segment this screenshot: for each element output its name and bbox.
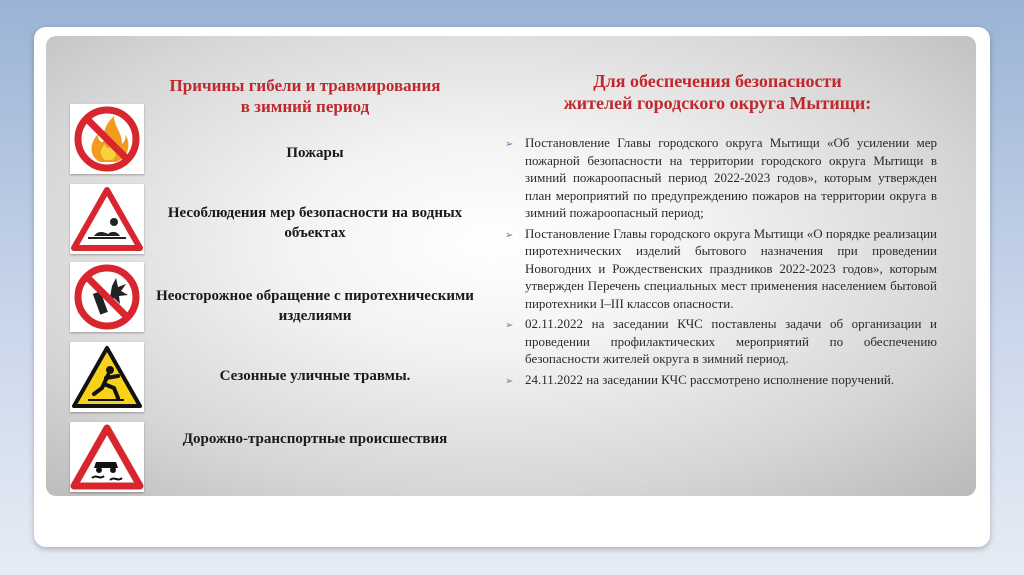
arrow-bullet-icon: ➢ (505, 139, 514, 150)
cause-pyrotechnics: Неосторожное обращение с пиротехническими изделиями (156, 288, 474, 324)
arrow-bullet-icon: ➢ (505, 229, 514, 241)
measures-title (520, 70, 915, 114)
slippery-road-icon (70, 422, 144, 492)
list-item: ➢ Постановление Главы городского округа Мытищи «Об усилении мер пожарной безопасности на территории городского округа Мытищи в зимний пожароопасный период 2022-2023 годов», которым утвержден план мероприятий по предупреждению пожаров на территории округа в зимний пожароопасный период; (505, 135, 937, 220)
causes-title-text: Причины гибели и травмирования в зимний период (169, 76, 441, 116)
measures-title-text: Для обеспечения безопасности жителей городского округа Мытищи: (563, 71, 872, 113)
no-ice-walking-icon (70, 184, 144, 254)
cause-street-injuries: Сезонные уличные травмы. (219, 368, 411, 384)
cause-water: Несоблюдения мер безопасности на водных объектах (167, 205, 463, 241)
arrow-bullet-icon: ➢ (505, 375, 514, 387)
list-item: ➢ Постановление Главы городского округа Мытищи «О порядке реализации пиротехнических изделий бытового назначения при проведении Новогодних и Рождественских праздников 2022-2023 годов», которым утвержден Перечень специальных мест применения населением бытовой пиротехники I–III классов опасности. (505, 225, 937, 311)
no-fireworks-icon (70, 262, 144, 332)
cause-traffic-accidents: Дорожно-транспортные происшествия (182, 431, 448, 447)
measures-list (505, 134, 937, 391)
cause-fires: Пожары (286, 145, 344, 161)
list-item: ➢ 02.11.2022 на заседании КЧС поставлены задачи об организации и проведении профилактических мероприятий по обеспечению безопасности жителей округа в зимний период. (505, 316, 937, 366)
causes-title (140, 75, 470, 117)
no-fire-icon (70, 104, 144, 174)
list-item: ➢ 24.11.2022 на заседании КЧС рассмотрено исполнение поручений. (505, 371, 937, 389)
slippery-warning-icon (70, 342, 144, 412)
arrow-bullet-icon: ➢ (505, 320, 514, 331)
